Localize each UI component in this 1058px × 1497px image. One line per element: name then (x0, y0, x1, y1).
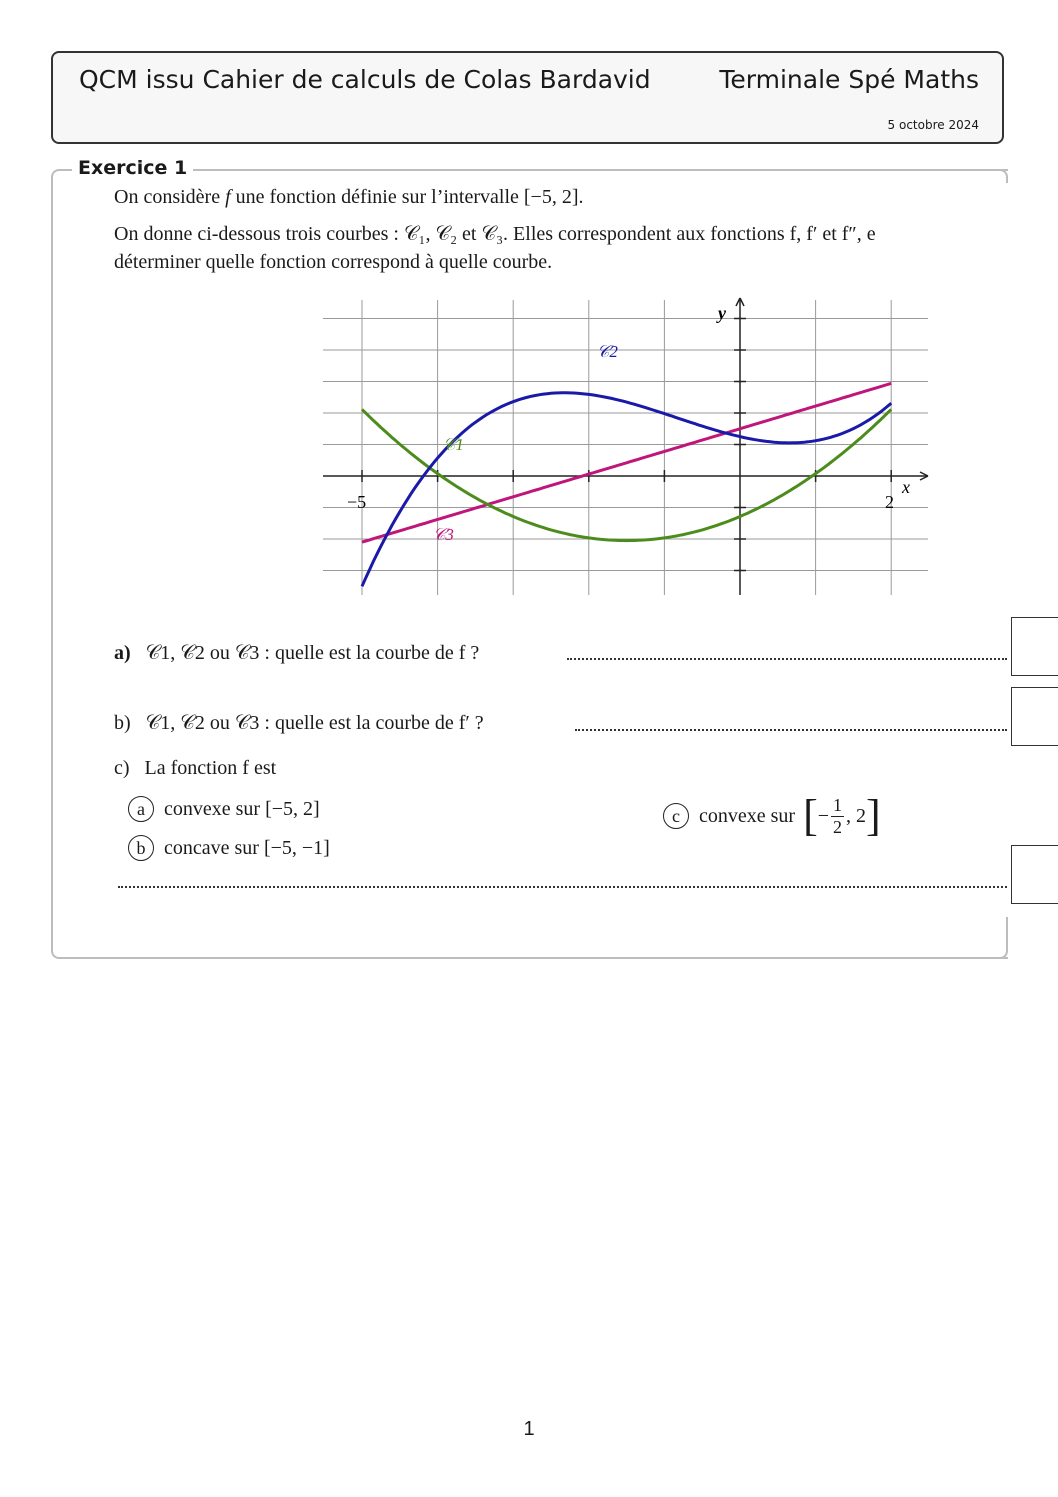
option-a-text: convexe sur [−5, 2] (164, 798, 320, 820)
answer-c-box[interactable] (1011, 845, 1058, 904)
y-axis-label: y (718, 303, 726, 323)
curve-c3 (362, 383, 891, 542)
option-c-bracket-left: [ (803, 791, 818, 840)
option-c-circle[interactable]: c (663, 803, 689, 829)
option-c-interval-end: , 2 (846, 804, 867, 827)
question-c-label: c) (114, 757, 130, 779)
option-c-bracket-right: ] (866, 791, 881, 840)
exercise-frame-corner (995, 169, 1008, 183)
header-box (51, 51, 1004, 144)
option-c-fraction-num: 1 (833, 794, 843, 815)
question-c (114, 757, 276, 780)
tick-label-max: 2 (885, 492, 894, 512)
header-title: QCM issu Cahier de calculs de Colas Bardavid (79, 65, 651, 94)
question-b-text: 𝒞1, 𝒞2 ou 𝒞3 : quelle est la courbe de f′ ? (145, 712, 484, 734)
intro-text: On considère (114, 186, 226, 208)
header-course: Terminale Spé Maths (719, 65, 979, 94)
option-b[interactable] (128, 835, 330, 861)
option-c-fraction-den: 2 (833, 816, 843, 837)
curves-paragraph-line2: déterminer quelle fonction correspond à quelle courbe. (114, 251, 553, 273)
answer-a-dotted-line[interactable] (567, 658, 1007, 660)
graph-axes (323, 298, 928, 595)
intro-text: une fonction définie sur l’intervalle [−5, 2]. (230, 186, 584, 208)
exercise-title: Exercice 1 (72, 157, 193, 179)
question-a-label: a) (114, 642, 131, 664)
curve-label-c2: 𝒞2 (597, 342, 618, 361)
option-c-minus: − (817, 804, 830, 827)
answer-a-box[interactable] (1011, 617, 1058, 676)
graph-grid (323, 300, 928, 595)
intro-paragraph (114, 186, 583, 209)
option-a-circle[interactable]: a (128, 796, 154, 822)
option-a[interactable] (128, 796, 320, 822)
option-b-circle[interactable]: b (128, 835, 154, 861)
option-c[interactable] (663, 790, 881, 842)
question-b-label: b) (114, 712, 131, 734)
page-number: 1 (523, 1418, 535, 1440)
question-a (114, 642, 479, 665)
tick-label-min: −5 (347, 492, 367, 512)
curve-c1 (362, 409, 891, 540)
option-c-fraction (831, 795, 844, 838)
curves-paragraph-line1: On donne ci-dessous trois courbes : 𝒞₁, 𝒞₂ et 𝒞₃. Elles correspondent aux fonctions f, f′ et f″, e (114, 223, 876, 245)
exercise-frame-corner (995, 917, 1008, 959)
function-graph (300, 290, 940, 600)
curve-label-c3: 𝒞3 (433, 525, 454, 544)
answer-b-dotted-line[interactable] (575, 729, 1007, 731)
curve-label-c1: 𝒞1 (443, 435, 464, 454)
curve-c2 (362, 393, 891, 587)
option-b-text: concave sur [−5, −1] (164, 837, 330, 859)
question-c-text: La fonction f est (144, 757, 277, 779)
graph-curves (362, 383, 891, 586)
option-c-text: convexe sur (699, 804, 796, 827)
question-a-text: 𝒞1, 𝒞2 ou 𝒞3 : quelle est la courbe de f ? (145, 642, 480, 664)
intro-f: f (225, 186, 231, 208)
x-axis-label: x (902, 477, 910, 497)
header-date: 5 octobre 2024 (887, 118, 979, 132)
question-b (114, 712, 484, 735)
answer-c-dotted-line[interactable] (118, 886, 1007, 888)
answer-b-box[interactable] (1011, 687, 1058, 746)
